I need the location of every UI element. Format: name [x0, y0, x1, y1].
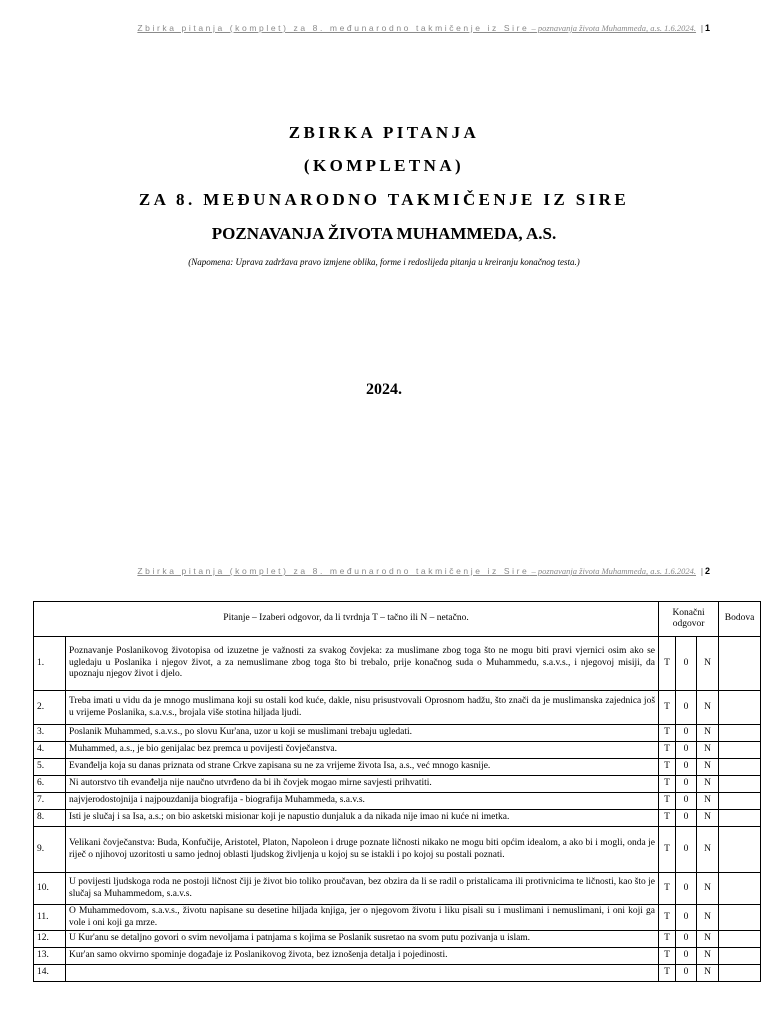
answer-true-option[interactable]: T: [659, 759, 676, 776]
table-row: [34, 742, 761, 759]
answer-false-option[interactable]: N: [697, 637, 719, 691]
answer-score: 0: [676, 691, 697, 725]
header-subtitle: – poznavanja života Muhammeda, a.s. 1.6.2024.: [529, 566, 697, 576]
question-number: 11.: [34, 905, 66, 931]
answer-score: 0: [676, 725, 697, 742]
answer-true-option[interactable]: T: [659, 776, 676, 793]
question-number: 1.: [34, 637, 66, 691]
answer-true-option[interactable]: T: [659, 742, 676, 759]
answer-score: 0: [676, 810, 697, 827]
page-number: 2: [704, 566, 710, 576]
table-header-row: [34, 602, 761, 637]
final-answer-column-header: Konačni odgovor: [659, 602, 719, 637]
question-number: 12.: [34, 931, 66, 948]
question-text: Poslanik Muhammed, s.a.v.s., po slovu Kur'ana, uzor u koji se muslimani trebaju ugledati.: [66, 725, 659, 742]
running-header: [0, 566, 710, 576]
question-text: Evanđelja koja su danas priznata od strane Crkve zapisana su ne za vrijeme života Isa, a.s., već mnogo kasnije.: [66, 759, 659, 776]
header-separator: |: [699, 23, 705, 33]
answer-score: 0: [676, 827, 697, 873]
points-cell[interactable]: [719, 793, 761, 810]
question-number: 4.: [34, 742, 66, 759]
title-line-3: ZA 8. MEĐUNARODNO TAKMIČENJE IZ SIRE: [138, 190, 630, 209]
title-line-1: ZBIRKA PITANJA: [288, 123, 480, 142]
answer-false-option[interactable]: N: [697, 948, 719, 965]
answer-false-option[interactable]: N: [697, 742, 719, 759]
answer-false-option[interactable]: N: [697, 827, 719, 873]
table-row: [34, 873, 761, 905]
answer-score: 0: [676, 965, 697, 982]
question-number: 8.: [34, 810, 66, 827]
question-text: Isti je slučaj i sa Isa, a.s.; on bio asketski misionar koji je napustio dunjaluk a da nikada nije imao ni kuće ni imetka.: [66, 810, 659, 827]
question-number: 5.: [34, 759, 66, 776]
answer-false-option[interactable]: N: [697, 873, 719, 905]
table-row: [34, 637, 761, 691]
answer-score: 0: [676, 873, 697, 905]
answer-score: 0: [676, 931, 697, 948]
page-number: 1: [704, 23, 710, 33]
points-cell[interactable]: [719, 873, 761, 905]
answer-false-option[interactable]: N: [697, 931, 719, 948]
answer-true-option[interactable]: T: [659, 948, 676, 965]
answer-false-option[interactable]: N: [697, 759, 719, 776]
question-text: Kur'an samo okvirno spominje događaje iz Poslanikovog života, bez iznošenja detalja i pojedinosti.: [66, 948, 659, 965]
question-number: 10.: [34, 873, 66, 905]
points-cell[interactable]: [719, 637, 761, 691]
answer-true-option[interactable]: T: [659, 965, 676, 982]
questions-table: [33, 601, 761, 982]
answer-false-option[interactable]: N: [697, 965, 719, 982]
answer-score: 0: [676, 905, 697, 931]
answer-score: 0: [676, 776, 697, 793]
table-row: [34, 810, 761, 827]
question-text: O Muhammedovom, s.a.v.s., životu napisane su desetine hiljada knjiga, jer o njegovom životu i liku pisali su i muslimani i nemuslimani, i oni koji ga vole i oni koji ga mrze.: [66, 905, 659, 931]
answer-false-option[interactable]: N: [697, 793, 719, 810]
question-column-header: Pitanje – Izaberi odgovor, da li tvrdnja T – tačno ili N – netačno.: [34, 602, 659, 637]
answer-true-option[interactable]: T: [659, 873, 676, 905]
title-line-2: (KOMPLETNA): [303, 156, 465, 175]
table-row: [34, 759, 761, 776]
answer-false-option[interactable]: N: [697, 905, 719, 931]
table-row: [34, 776, 761, 793]
answer-true-option[interactable]: T: [659, 931, 676, 948]
points-cell[interactable]: [719, 725, 761, 742]
points-cell[interactable]: [719, 827, 761, 873]
question-text: U Kur'anu se detaljno govori o svim nevoljama i patnjama s kojima se Poslanik susretao na svom putu pozivanja u islam.: [66, 931, 659, 948]
disclaimer-note: (Napomena: Uprava zadržava pravo izmjene oblika, forme i redoslijeda pitanja u kreiranju konačnog testa.): [188, 257, 580, 267]
table-row: [34, 691, 761, 725]
table-row: [34, 948, 761, 965]
table-body: [34, 637, 761, 982]
question-text: najvjerodostojnija i najpouzdanija biografija - biografija Muhammeda, s.a.v.s.: [66, 793, 659, 810]
points-cell[interactable]: [719, 965, 761, 982]
question-text: Treba imati u vidu da je mnogo muslimana koji su ostali kod kuće, dakle, nisu prisustvovali Oprosnom hadžu, što znači da je muslimanska zajednica još u vrijeme Poslanika, s.a.v.s., brojala više stotina hiljada ljudi.: [66, 691, 659, 725]
header-separator: |: [699, 566, 705, 576]
table-row: [34, 931, 761, 948]
answer-true-option[interactable]: T: [659, 725, 676, 742]
answer-score: 0: [676, 637, 697, 691]
question-number: 3.: [34, 725, 66, 742]
table-row: [34, 905, 761, 931]
question-text: Poznavanje Poslanikovog životopisa od izuzetne je važnosti za svakog čovjeka: za muslimane zbog toga što ne mogu biti pravi vjernici osim ako se ugledaju u Poslanika i njegov život, a za nemuslimane zbog toga što bi trebalo, prije konačnog suda o Muhammedu, s.a.v.s., i njegovoj misiji, da upoznaju njegov život i djelo.: [66, 637, 659, 691]
points-cell[interactable]: [719, 810, 761, 827]
question-number: 9.: [34, 827, 66, 873]
title-line-4: POZNAVANJA ŽIVOTA MUHAMMEDA, A.S.: [211, 224, 557, 243]
question-number: 7.: [34, 793, 66, 810]
running-header: [0, 23, 710, 33]
table-row: [34, 965, 761, 982]
points-cell[interactable]: [719, 905, 761, 931]
year: 2024.: [366, 381, 402, 398]
header-subtitle: – poznavanja života Muhammeda, a.s. 1.6.2024.: [529, 23, 697, 33]
header-title: Zbirka pitanja (komplet) za 8. međunarodno takmičenje iz Sire: [137, 23, 530, 33]
answer-true-option[interactable]: T: [659, 691, 676, 725]
question-number: 2.: [34, 691, 66, 725]
header-title: Zbirka pitanja (komplet) za 8. međunarodno takmičenje iz Sire: [137, 566, 530, 576]
answer-false-option[interactable]: N: [697, 776, 719, 793]
points-cell[interactable]: [719, 742, 761, 759]
question-text: Velikani čovječanstva: Buda, Konfučije, Aristotel, Platon, Napoleon i druge poznate ličnosti nikako ne mogu biti općim idealom, a ako bi i mogli, onda je riječ o njihovoj uzoritosti u samo jednoj oblasti ljudskog življenja u kojoj su se istakli i po kojoj su postali poznati.: [66, 827, 659, 873]
answer-true-option[interactable]: T: [659, 905, 676, 931]
question-text: [66, 965, 659, 982]
points-column-header: Bodova: [719, 602, 761, 637]
answer-false-option[interactable]: N: [697, 810, 719, 827]
answer-score: 0: [676, 742, 697, 759]
question-text: U povijesti ljudskoga roda ne postoji ličnost čiji je život bio toliko proučavan, bez obzira da li se radil o pristalicama ili protivnicima te ličnosti, kao što je slučaj sa Muhammedom, s.a.v.s.: [66, 873, 659, 905]
answer-true-option[interactable]: T: [659, 637, 676, 691]
points-cell[interactable]: [719, 948, 761, 965]
question-number: 14.: [34, 965, 66, 982]
points-cell[interactable]: [719, 931, 761, 948]
points-cell[interactable]: [719, 691, 761, 725]
table-row: [34, 793, 761, 810]
answer-false-option[interactable]: N: [697, 725, 719, 742]
answer-true-option[interactable]: T: [659, 827, 676, 873]
answer-score: 0: [676, 759, 697, 776]
points-cell[interactable]: [719, 759, 761, 776]
answer-true-option[interactable]: T: [659, 793, 676, 810]
question-text: Muhammed, a.s., je bio genijalac bez premca u povijesti čovječanstva.: [66, 742, 659, 759]
question-number: 13.: [34, 948, 66, 965]
answer-score: 0: [676, 793, 697, 810]
points-cell[interactable]: [719, 776, 761, 793]
answer-score: 0: [676, 948, 697, 965]
question-number: 6.: [34, 776, 66, 793]
table-row: [34, 827, 761, 873]
answer-false-option[interactable]: N: [697, 691, 719, 725]
table-row: [34, 725, 761, 742]
answer-true-option[interactable]: T: [659, 810, 676, 827]
question-text: Ni autorstvo tih evanđelja nije naučno utvrđeno da bi ih čovjek mogao mirne savjesti prihvatiti.: [66, 776, 659, 793]
